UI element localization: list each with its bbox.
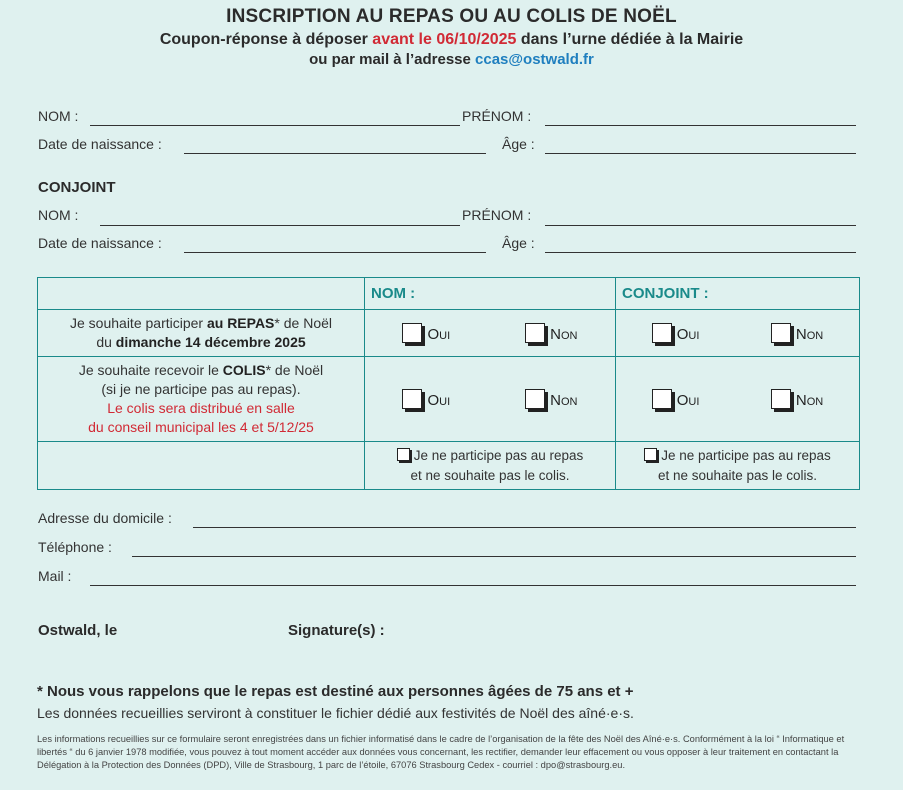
neither-empty-cell (38, 442, 365, 490)
legal-notice: Les informations recueillies sur ce formulaire seront enregistrées dans un fichier informatisé dans le cadre de l’organisation de la fête des Noël des Aîné·e·s. Conformément à la loi “ Informatique et libertés “ du 6 janvier 1978 modifiée, vous pouvez à tout moment accéder aux données vous concernant, les rectifier, demander leur effacement ou vous opposer à leur traitement en contactant la Délégation à la Protection des Données (DPD), Ville de Strasbourg, 1 parc de l’étoile, 67076 Strasbourg Cedex - courriel : dpo@strasbourg.eu. (37, 734, 845, 770)
mail-prefix: ou par mail à l’adresse (309, 51, 471, 68)
oui-label: Oui (676, 392, 700, 409)
address-label: Adresse du domicile : (38, 510, 172, 526)
colis-nom-oui-checkbox[interactable] (402, 389, 450, 409)
repas-conjoint-cell (616, 310, 860, 357)
colis-distribution-note2: du conseil municipal les 4 et 5/12/25 (88, 419, 314, 435)
repas-bold: au REPAS (206, 315, 275, 331)
oui-label: Oui (427, 326, 451, 343)
prenom-field[interactable] (545, 125, 856, 126)
form-subtitle (0, 31, 903, 49)
checkbox-icon (402, 323, 422, 343)
checkbox-icon (652, 323, 672, 343)
checkbox-icon (652, 389, 672, 409)
colis-conjoint-cell (616, 357, 860, 442)
repas-nom-oui-checkbox[interactable] (402, 323, 450, 343)
repas-nom-cell (365, 310, 616, 357)
nom-field[interactable] (90, 125, 460, 126)
colis-conjoint-oui-checkbox[interactable] (652, 389, 700, 409)
conjoint-nom-field[interactable] (100, 225, 460, 226)
mail-label: Mail : (38, 568, 72, 584)
conjoint-prenom-field[interactable] (545, 225, 856, 226)
colis-line2: (si je ne participe pas au repas). (101, 381, 301, 397)
non-label: Non (795, 326, 824, 343)
colis-description (38, 357, 365, 442)
non-label: Non (550, 392, 578, 409)
conjoint-birth-label: Date de naissance : (38, 235, 162, 251)
birth-label: Date de naissance : (38, 136, 162, 152)
nom-label: NOM : (38, 108, 79, 124)
checkbox-icon (397, 448, 410, 461)
colis-post: * de Noël (265, 362, 324, 378)
birth-field[interactable] (184, 153, 486, 154)
oui-label: Oui (676, 326, 700, 343)
address-field[interactable] (193, 527, 856, 528)
subtitle-part1: Coupon-réponse à déposer (159, 31, 368, 48)
choice-table (37, 277, 860, 490)
checkbox-icon (644, 448, 657, 461)
repas-line2-pre: du (96, 334, 112, 350)
repas-post: * de Noël (274, 315, 332, 331)
prenom-label: PRÉNOM : (462, 108, 532, 124)
repas-description (38, 310, 365, 357)
checkbox-icon (525, 323, 545, 343)
neither-line1: Je ne participe pas au repas (413, 447, 584, 463)
checkbox-icon (525, 389, 545, 409)
conjoint-prenom-label: PRÉNOM : (462, 207, 532, 223)
repas-conjoint-non-checkbox[interactable] (771, 323, 823, 343)
colis-conjoint-non-checkbox[interactable] (771, 389, 823, 409)
neither-line1: Je ne participe pas au repas (661, 447, 831, 463)
oui-label: Oui (427, 392, 451, 409)
colis-nom-cell (365, 357, 616, 442)
colis-pre: Je souhaite recevoir le (78, 362, 219, 378)
neither-line2: et ne souhaite pas le colis. (657, 467, 818, 483)
conjoint-birth-field[interactable] (184, 252, 486, 253)
checkbox-icon (771, 323, 791, 343)
neither-line2: et ne souhaite pas le colis. (410, 467, 570, 483)
subtitle-part2: dans l’urne dédiée à la Mairie (520, 31, 744, 48)
form-title: INSCRIPTION AU REPAS OU AU COLIS DE NOËL (226, 6, 677, 27)
conjoint-section-title: CONJOINT (38, 179, 116, 196)
colis-distribution-note1: Le colis sera distribué en salle (107, 400, 295, 416)
data-note: Les données recueillies serviront à constituer le fichier dédié aux festivités de Noël des aîné·e·s. (37, 705, 634, 721)
phone-field[interactable] (132, 556, 856, 557)
colis-bold: COLIS (222, 362, 266, 378)
phone-label: Téléphone : (38, 539, 112, 555)
checkbox-icon (402, 389, 422, 409)
age-field[interactable] (545, 153, 856, 154)
conjoint-age-label: Âge : (502, 235, 535, 251)
non-label: Non (795, 392, 824, 409)
repas-conjoint-oui-checkbox[interactable] (652, 323, 700, 343)
checkbox-icon (771, 389, 791, 409)
neither-conjoint-checkbox[interactable] (616, 442, 860, 490)
mail-address-link[interactable]: ccas@ostwald.fr (475, 51, 594, 68)
deadline: avant le 06/10/2025 (372, 31, 517, 48)
mail-field[interactable] (90, 585, 856, 586)
table-corner (38, 278, 365, 310)
conjoint-age-field[interactable] (545, 252, 856, 253)
colis-nom-non-checkbox[interactable] (525, 389, 577, 409)
age-label: Âge : (502, 136, 535, 152)
col-nom-header: NOM : (365, 278, 616, 310)
place-date-label: Ostwald, le (38, 622, 118, 639)
non-label: Non (550, 326, 578, 343)
repas-pre: Je souhaite participer (70, 315, 204, 331)
col-conjoint-header: CONJOINT : (616, 278, 860, 310)
mail-instruction (0, 51, 903, 68)
repas-date: dimanche 14 décembre 2025 (115, 334, 306, 350)
age-note: * Nous vous rappelons que le repas est destiné aux personnes âgées de 75 ans et + (37, 683, 634, 700)
repas-nom-non-checkbox[interactable] (525, 323, 577, 343)
conjoint-nom-label: NOM : (38, 207, 79, 223)
signature-label: Signature(s) : (288, 622, 385, 639)
neither-nom-checkbox[interactable] (365, 442, 616, 490)
